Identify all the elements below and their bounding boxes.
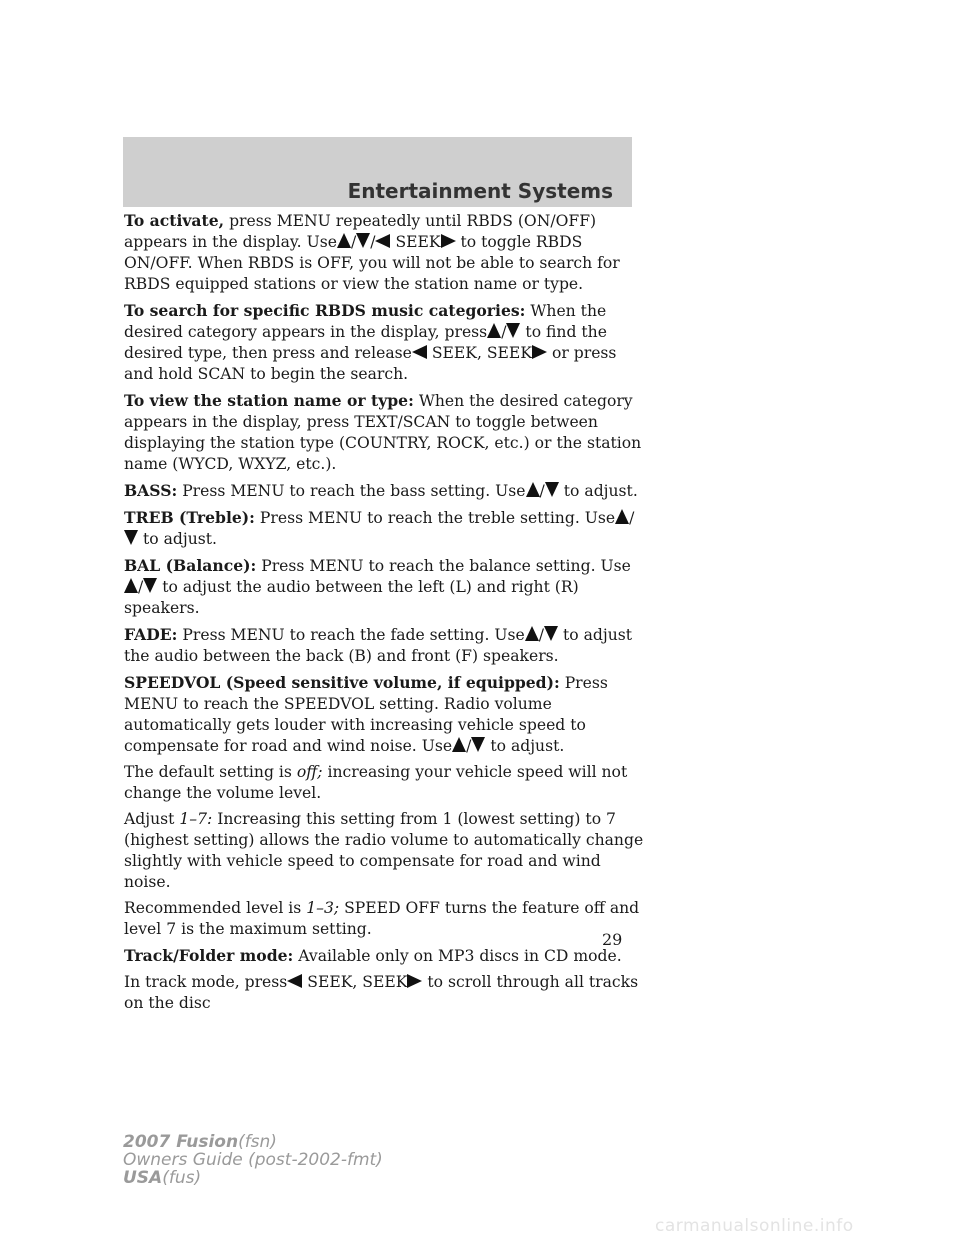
body-text: to find the desired type, then press and release <box>124 323 607 362</box>
paragraph-adjust <box>124 809 644 893</box>
body-text: to adjust. <box>142 530 217 548</box>
body-text: to scroll through all tracks on the disc <box>124 973 639 1012</box>
paragraph-default <box>124 762 644 804</box>
arrow-up-icon <box>615 509 629 524</box>
arrow-down-icon <box>356 233 370 248</box>
arrow-up-icon <box>337 233 351 248</box>
term-label: Track/Folder mode: <box>124 946 294 965</box>
footer <box>123 1133 383 1187</box>
body-text: Press MENU to reach the fade setting. Use <box>182 626 525 644</box>
arrow-left-icon <box>412 345 427 359</box>
separator: / <box>350 233 357 251</box>
watermark: carmanualsonline.info <box>655 1216 854 1236</box>
arrow-left-icon <box>375 234 390 248</box>
body-text: Press MENU to reach the SPEEDVOL setting. Radio volume automatically gets louder with increasing vehicle speed to compensate for road and wind noise. Use <box>124 674 608 755</box>
arrow-down-icon <box>544 626 558 641</box>
paragraph-recommended <box>124 898 644 940</box>
arrow-up-icon <box>526 482 540 497</box>
footer-model: 2007 Fusion <box>123 1132 239 1152</box>
arrow-down-icon <box>471 737 485 752</box>
footer-line-3 <box>123 1169 383 1187</box>
body-text: SEEK <box>395 233 441 251</box>
paragraph-activate <box>124 210 644 295</box>
header-band <box>123 137 632 207</box>
paragraph-search <box>124 300 644 385</box>
term-label: To view the station name or type: <box>124 391 414 410</box>
paragraph-treb <box>124 507 644 550</box>
term-label: BAL (Balance): <box>124 556 257 575</box>
emphasis-text: 1–7: <box>179 810 213 828</box>
body-text: SEEK, SEEK <box>307 973 408 991</box>
body-text: to toggle RBDS ON/OFF. When RBDS is OFF, you will not be able to search for RBDS equipped stations or view the station name or type. <box>124 233 620 293</box>
separator: / <box>370 233 376 251</box>
arrow-up-icon <box>525 626 539 641</box>
arrow-down-icon <box>545 482 559 497</box>
separator: / <box>501 323 507 341</box>
footer-market: USA <box>123 1168 163 1188</box>
paragraph-trackfolder <box>124 945 644 967</box>
body-text: SEEK, SEEK <box>431 344 532 362</box>
body-text: When the desired category appears in the display, press <box>124 302 607 341</box>
arrow-left-icon <box>287 974 302 988</box>
arrow-right-icon <box>532 345 547 359</box>
term-label: SPEEDVOL (Speed sensitive volume, if equipped): <box>124 673 560 692</box>
body-text: Adjust <box>124 810 175 828</box>
body-text: SPEED OFF turns the feature off and level 7 is the maximum setting. <box>124 899 640 938</box>
emphasis-text: 1–3; <box>306 899 340 917</box>
term-label: To activate, <box>124 211 225 230</box>
page-content <box>124 210 644 1019</box>
body-text: Recommended level is <box>124 899 302 917</box>
separator: / <box>629 509 635 527</box>
footer-line-1 <box>123 1133 383 1151</box>
body-text: to adjust. <box>490 737 565 755</box>
body-text: Available only on MP3 discs in CD mode. <box>298 947 622 965</box>
footer-model-code: (fsn) <box>238 1132 277 1152</box>
arrow-right-icon <box>441 234 456 248</box>
paragraph-bass <box>124 480 644 502</box>
body-text: When the desired category appears in the display, press TEXT/SCAN to toggle between displaying the station type (COUNTRY, ROCK, etc.) or the station name (WYCD, WXYZ, etc.). <box>124 392 642 473</box>
paragraph-trackmode <box>124 972 644 1014</box>
body-text: press MENU repeatedly until RBDS (ON/OFF) appears in the display. Use <box>124 212 597 251</box>
arrow-up-icon <box>124 578 138 593</box>
body-text: to adjust the audio between the left (L) and right (R) speakers. <box>124 578 579 617</box>
paragraph-speedvol <box>124 672 644 757</box>
body-text: Press MENU to reach the balance setting. Use <box>261 557 631 575</box>
arrow-down-icon <box>124 530 138 545</box>
arrow-up-icon <box>487 323 501 338</box>
section-title: Entertainment Systems <box>347 179 613 203</box>
paragraph-bal <box>124 555 644 619</box>
term-label: BASS: <box>124 481 178 500</box>
page-number: 29 <box>602 930 623 949</box>
term-label: TREB (Treble): <box>124 508 255 527</box>
body-text: or press and hold SCAN to begin the search. <box>124 344 617 383</box>
body-text: Press MENU to reach the treble setting. Use <box>259 509 616 527</box>
paragraph-view <box>124 390 644 475</box>
term-label: FADE: <box>124 625 178 644</box>
emphasis-text: off; <box>296 763 323 781</box>
arrow-up-icon <box>452 737 466 752</box>
term-label: To search for specific RBDS music categories: <box>124 301 526 320</box>
footer-line-2: Owners Guide (post-2002-fmt) <box>123 1150 383 1170</box>
paragraph-fade <box>124 624 644 667</box>
separator: / <box>138 578 144 596</box>
arrow-right-icon <box>407 974 422 988</box>
body-text: In track mode, press <box>124 973 288 991</box>
body-text: Increasing this setting from 1 (lowest setting) to 7 (highest setting) allows the radio volume to automatically change slightly with vehicle speed to compensate for road and wind noise. <box>124 810 644 891</box>
arrow-down-icon <box>143 578 157 593</box>
separator: / <box>538 626 545 644</box>
footer-market-code: (fus) <box>162 1168 202 1188</box>
arrow-down-icon <box>506 323 520 338</box>
body-text: Press MENU to reach the bass setting. Use <box>182 482 526 500</box>
body-text: to adjust the audio between the back (B) and front (F) speakers. <box>124 626 633 665</box>
body-text: to adjust. <box>563 482 638 500</box>
body-text: increasing your vehicle speed will not change the volume level. <box>124 763 628 802</box>
separator: / <box>466 737 472 755</box>
separator: / <box>539 482 545 500</box>
body-text: The default setting is <box>124 763 292 781</box>
